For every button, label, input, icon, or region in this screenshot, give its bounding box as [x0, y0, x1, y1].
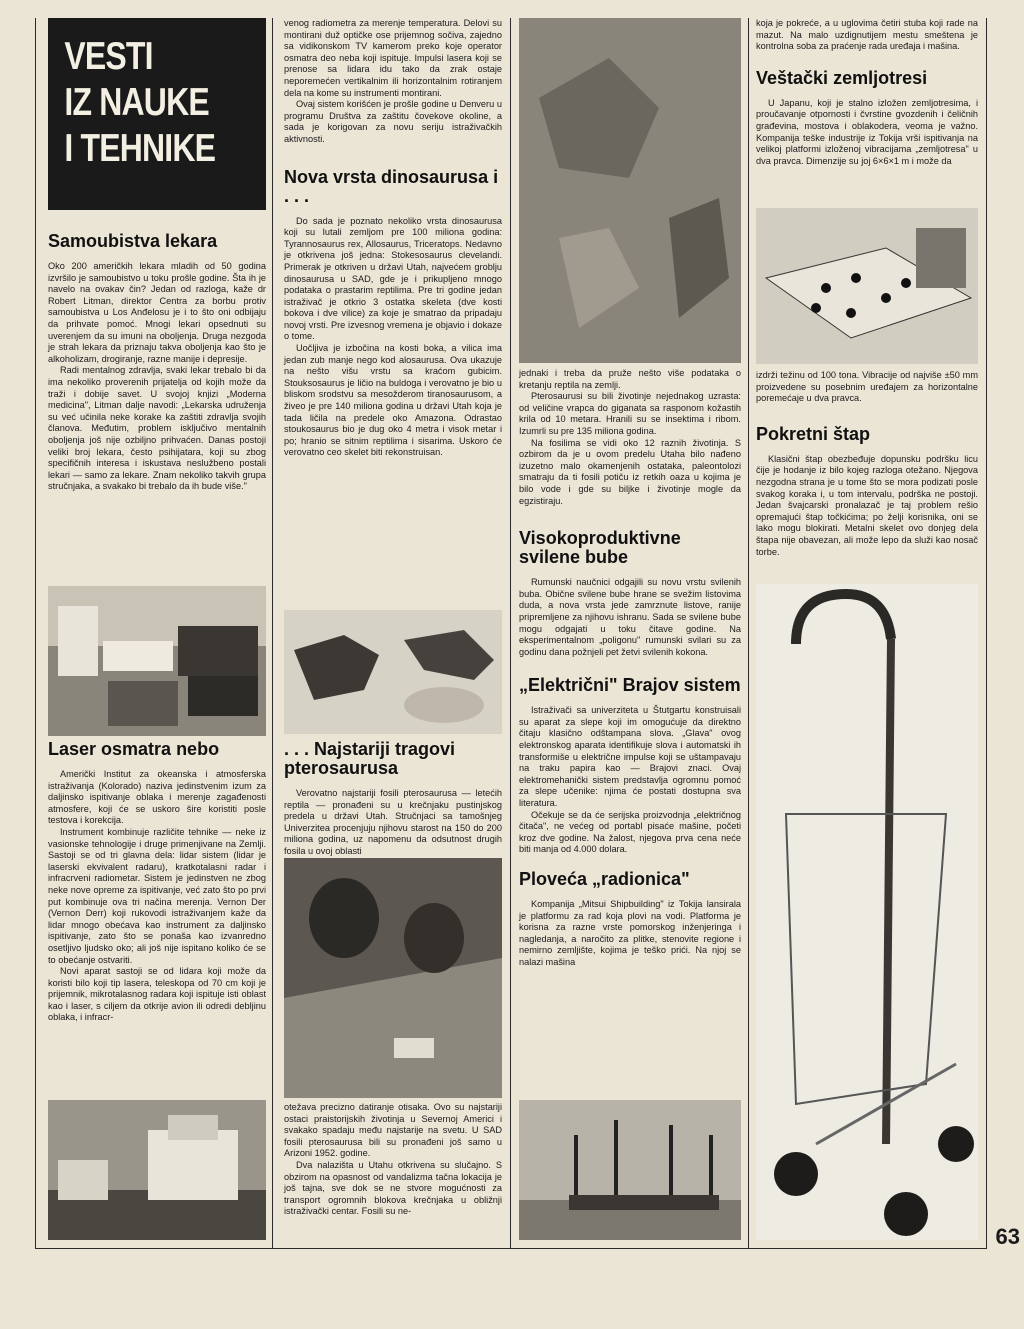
paragraph: Dva nalazišta u Utahu otkrivena su slučajno. S obzirom na opasnost od vandalizma tačna lokacija je još tajna, sve dok se ne stvore mogućnosti za transport ogromnih blokova krečnjaka u obližnji istraživački centar. Fosili su ne- — [284, 1159, 502, 1217]
column-4-middle — [756, 370, 978, 558]
masthead-title — [48, 18, 227, 172]
article-title: . . . Najstariji tragovi pterosaurusa — [284, 739, 456, 778]
column-rule — [748, 18, 749, 1248]
column-2-bottom — [284, 1102, 502, 1218]
paragraph: Na fosilima se vidi oko 12 raznih životinja. S ozbirom da je u ovom predelu Utaha bilo nađeno izuzetno malo okamenjenih ostataka, paleontolozi smatraju da ti fosili potiču iz retkih oaza u kojima je bilo vode i gde su biljke i životinje mogle da egzistiraju. — [519, 437, 741, 506]
column-2 — [284, 18, 502, 459]
paragraph: Novi aparat sastoji se od lidara koji može da koristi bilo koji tip lasera, teleskopa od 70 cm koji je prijemnik, mikrotalasnog radara koji ispituje isti oblast kao i laser, s ciljem da otkrije avion ili odredi debljinu oblaka, i infracr- — [48, 966, 266, 1023]
paragraph: Očekuje se da će serijska proizvodnja „električnog čitača", ne većeg od portabl pisaće mašine, početi kroz dve godine. Na žalost, njegova prva cena neće biti manja od 4.000 dolara. — [519, 809, 741, 855]
paragraph: jednaki i treba da pruže nešto više podataka o kretanju reptila na zemlji. — [519, 368, 741, 390]
article-body — [48, 769, 266, 1024]
laser-photo — [48, 1100, 266, 1240]
column-2-lower — [284, 740, 502, 858]
paragraph: Radi mentalnog zdravlja, svaki lekar trebalo bi da ima nekoliko proverenih prijatelja od kojih može da traži i dobije savet. U svojoj knjizi „Moderna medicina", Litman dalje navodi: „Lekarska udruženja su već učinila neke korake ka zaštiti zdravlja svojih članova. Međutim, problem isključivo mentalnih oboljenja još nije ozbiljno prihvaćen. Danas postoji veliki broj lekara, često psihijatara, koji su zbog specifičnih interesa i iskustava neslužbeno postali lekari — samo za lekare. Znam nekoliko takvih grupa stručnjaka, a svakako bi trebalo da ih bude više." — [48, 365, 266, 492]
article-body — [284, 18, 502, 146]
column-rule — [35, 18, 36, 1248]
bottom-rule — [35, 1248, 987, 1249]
masthead-line-1: VESTI — [64, 35, 153, 78]
article-body — [519, 705, 741, 856]
article-body — [519, 368, 741, 507]
paragraph: otežava precizno datiranje otisaka. Ovo su najstariji ostaci praistorijskih životinja u Severnoj Americi i svakako spadaju među najstarije na svetu. U SAD fosili pterosaurusa bili su pronađeni još samo u Arizoni 1952. godine. — [284, 1102, 502, 1159]
article-title: Laser osmatra nebo — [48, 739, 220, 759]
article-body — [756, 98, 978, 168]
paragraph: Ovaj sistem korišćen je prošle godine u Denveru u programu Društva za zaštitu čovekove okoline, a sada je korigovan za novu seriju istraživačkih aktivnosti. — [284, 99, 502, 144]
paragraph: Rumunski naučnici odgajili su novu vrstu svilenih buba. Obične svilene bube hrane se svežim listovima duda, a nova vrsta jede zamrznute listove, ranije pripremljene za njihovu ishranu. Sada se svilene bube mogu odgajati u toku čitave godine. Na eksperimentalnom „poligonu" rumunski svilari su za godinu dana požnjeli pet žetvi svilenih kokona. — [519, 577, 741, 657]
fossil-closeup-photo — [519, 18, 741, 363]
paragraph: venog radiometra za merenje temperatura. Delovi su montirani duž optičke ose prijemnog sočiva, zajedno sa vidikonskom TV kamerom preko koje operator osmatra deo neba koji ispituje. Impulsi lasera koji se prenose sa lidara idu tako da zrak ostaje neporemećen vertikalnim ili horizontalnim rotiranjem dela na kome su instrumenti montirani. — [284, 18, 502, 98]
column-1-lower — [48, 740, 266, 1024]
article-body — [756, 18, 978, 53]
paragraph: Uočljiva je izbočina na kosti boka, a vilica ima jedan zub manje nego kod alosaurusa. Ova ukazuje na nešto višu vrstu sa kraćom gubicim. Stouksosaurus je ličio na buldoga i verovatno je bio u bliskom srodstvu sa mesožderom tiranosaurusom, a živeo je pre 140 miliona godina u državi Utah koja je tada ličila na predele oko Amazona. Odrastao stoukosaurus bio je dug oko 4 metra i visok metar i po; hranio se sitnim reptilima i sisarima. Uskoro će verovatno ceo skelet biti rekonstruisan. — [284, 343, 502, 458]
article-body — [284, 216, 502, 459]
fossil-photo-image — [284, 610, 502, 734]
column-4 — [756, 18, 978, 167]
earthquake-platform-image — [756, 208, 978, 364]
article-title: Pokretni štap — [756, 423, 871, 444]
column-rule — [986, 18, 987, 1248]
paragraph: Do sada je poznato nekoliko vrsta dinosaurusa koji su lutali zemljom pre 100 miliona godina: Tyrannosaurus rex, Allosaurus, Triceratops. Nedavno je otkrivena još jedna: Stokesosaurus clevelandi. Primerak je otkriven u državi Utah, najvećem groblju dinosaurusa u SAD, gde je i prikupljeno mnogo podataka o prastarim reptilima. Pre tri godine jedan istraživač je otkrio 3 ostatka skeleta (dve kosti bokova i dve vilice) za koje je smatrao da pripadaju novoj vrsti. Pre izvesnog vremena je objavio i dokaze o tome. — [284, 215, 502, 342]
article-body — [519, 577, 741, 658]
masthead-box — [48, 18, 266, 210]
paragraph: Pterosaurusi su bili životinje nejednakog uzrasta: od veličine vrapca do giganata sa rasponom kožastih krila od 10 metara. Hranili su se insektima i ribom. Izumrli su pre 135 miliona godina. — [519, 391, 741, 436]
paragraph: Američki Institut za okeanska i atmosferska istraživanja (Kolorado) naziva jedinstvenim izum za daljinsko ispitivanje oblaka i merenje zagađenosti atmosfere, koji će se uskoro širе koristiti posle testova i korekcija. — [48, 769, 266, 826]
article-body — [284, 1102, 502, 1218]
paragraph: Kompanija „Mitsui Shipbuilding" iz Tokija lansirala je platformu za rad koja plovi na vodi. Platforma je korisna za razne vrste pomorskog inženjeringa i nagledanja, a naročito za plitke, stenovite regione i nemirno zemljište, kojima je teško prići. Na njoj se nalazi mašina — [519, 899, 741, 967]
masthead-line-3: I TEHNIKE — [64, 127, 216, 170]
article-body — [756, 454, 978, 558]
article-body — [519, 899, 741, 969]
article-body — [756, 370, 978, 405]
lab-photo — [48, 586, 266, 736]
article-title: Samoubistva lekara — [48, 231, 218, 251]
platform-photo-image — [519, 1100, 741, 1240]
article-title: Visokoproduktivne svilene bube — [519, 528, 681, 568]
paragraph: Instrument kombinuje različite tehnike — neke iz vasionske tehnologije i druge primenjivane na Zemlji. Sastoji se od tri glavna dela: lidar sistem (lidar je laserski ekvivalent radaru), kratkotalasni radar i infracrveni radiometar. Sistem je jedinstven ne zbog neke nove opreme za ispitivanje, već zato što po prvi put kombinuje ova tri načina merenja. Vernon Der (Vernon Derr) koji rukovodi istraživanjem kaže da lidar mnogo obećava kao instrument za daljinsko ispitivanje, zato što se ponaša kao izvanredno osetljivo ljudsko oko; ali još nije ispitano koliko će se to obećanje ostvariti. — [48, 826, 266, 965]
fossil-photo — [284, 610, 502, 734]
article-body — [284, 788, 502, 858]
article-title: „Električni" Brajov sistem — [519, 675, 741, 696]
fossil-closeup-image — [519, 18, 741, 363]
paragraph: koja je pokreće, a u uglovima četiri stuba koji rade na mazut. Na malo uzdignutijem mestu smeštena je kontrolna soba za praćenje rada uređaja i mašina. — [756, 18, 978, 52]
paragraph: Oko 200 američkih lekara mladih od 50 godina izvršilo je samoubistvo u toku prošle godine. Šta ih je navelo na ovakav čin? Jedan od razloga, kaže dr Robert Litman, direktor Centra za borbu protiv samoubistva u Los Anđelosu je i to što oni odbijaju da prihvate pomoć. Mnogi lekari opsednuti su uverenjem da su imuni na oboljenja. Druga nezgoda je strah lekara da priznaju takva oboljenja kao što je alkoholizam, drogiranje, razne manije i depresije. — [48, 261, 266, 364]
page-number: 63 — [995, 1224, 1020, 1249]
earthquake-platform-photo — [756, 208, 978, 364]
paragraph: Klasični štap obezbeđuje dopunsku podršku licu čije je hodanje iz bilo kojeg razloga otežano. Njegova nezgodna strana je u tome što se mora podizati posle svakog koraka i, u tom intervalu, podrška ne postoji. Jedan švajcarski pronalazač je taj problem rešio opremajući štap točkićima; po želji korisnika, oni se lako mogu blokirati. Metalni skelet ovo donjeg dela štapa nije obavezan, ali može lepo da služi kao nosač torbe. — [756, 453, 978, 557]
lab-photo-image — [48, 586, 266, 736]
article-body — [48, 261, 266, 493]
laser-photo-image — [48, 1100, 266, 1240]
article-title: Veštački zemljotresi — [756, 67, 928, 88]
cane-photo — [756, 584, 978, 1240]
paragraph: U Japanu, koji je stalno izložen zemljotresima, i proučavanje otpornosti i čvrstine gvozdenih i čeličnih građevina, mostova i oblakodera, veoma je važno. Kompanija teške industrije iz Tokija vrši ispitivanja na velikoj platformi izloženoj vibracijama „zemljotresa" u dva pravca. Dimenzije su joj 6×6×1 m i može da — [756, 97, 978, 166]
paragraph: Istraživači sa univerziteta u Štutgartu konstruisali su aparat za slepe koji im omogućuje da direktno čitaju klasično odštampana slova. „Glava" ovog elektronskog aparata identifikuje slova i automatski ih transformiše u električne impulse koji se uštampavaju na traku papira kao — Brajovi znaci. Ovaj elektromehanički sistem predstavlja ogromnu pomoć za slepe učenike: njima će postati dostupna sva literatura. — [519, 705, 741, 809]
column-1 — [48, 18, 266, 493]
article-title: Ploveća „radionica" — [519, 869, 690, 889]
excavation-photo-image — [284, 858, 502, 1098]
column-rule — [272, 18, 273, 1248]
column-rule — [510, 18, 511, 1248]
paragraph: izdrži težinu od 100 tona. Vibracije od najviše ±50 mm proizvedene su posebnim uređajem za horizontalne poremećaje u dva pravca. — [756, 370, 978, 404]
masthead-line-2: IZ NAUKE — [64, 81, 209, 124]
column-3 — [519, 368, 741, 969]
excavation-photo — [284, 858, 502, 1098]
article-title: Nova vrsta dinosaurusa i . . . — [284, 166, 499, 206]
paragraph: Verovatno najstariji fosili pterosaurusa — letećih reptila — pronađeni su u krečnjaku pustinjskog predela u državi Utah. Stručnjaci sa tamošnjeg Univerzitea procenjuju njihovu starost na 150 do 200 miliona godina, uz napomenu da odsutnost drugih fosila u ovoj oblasti — [284, 788, 502, 856]
cane-photo-image — [756, 584, 978, 1240]
platform-photo — [519, 1100, 741, 1240]
